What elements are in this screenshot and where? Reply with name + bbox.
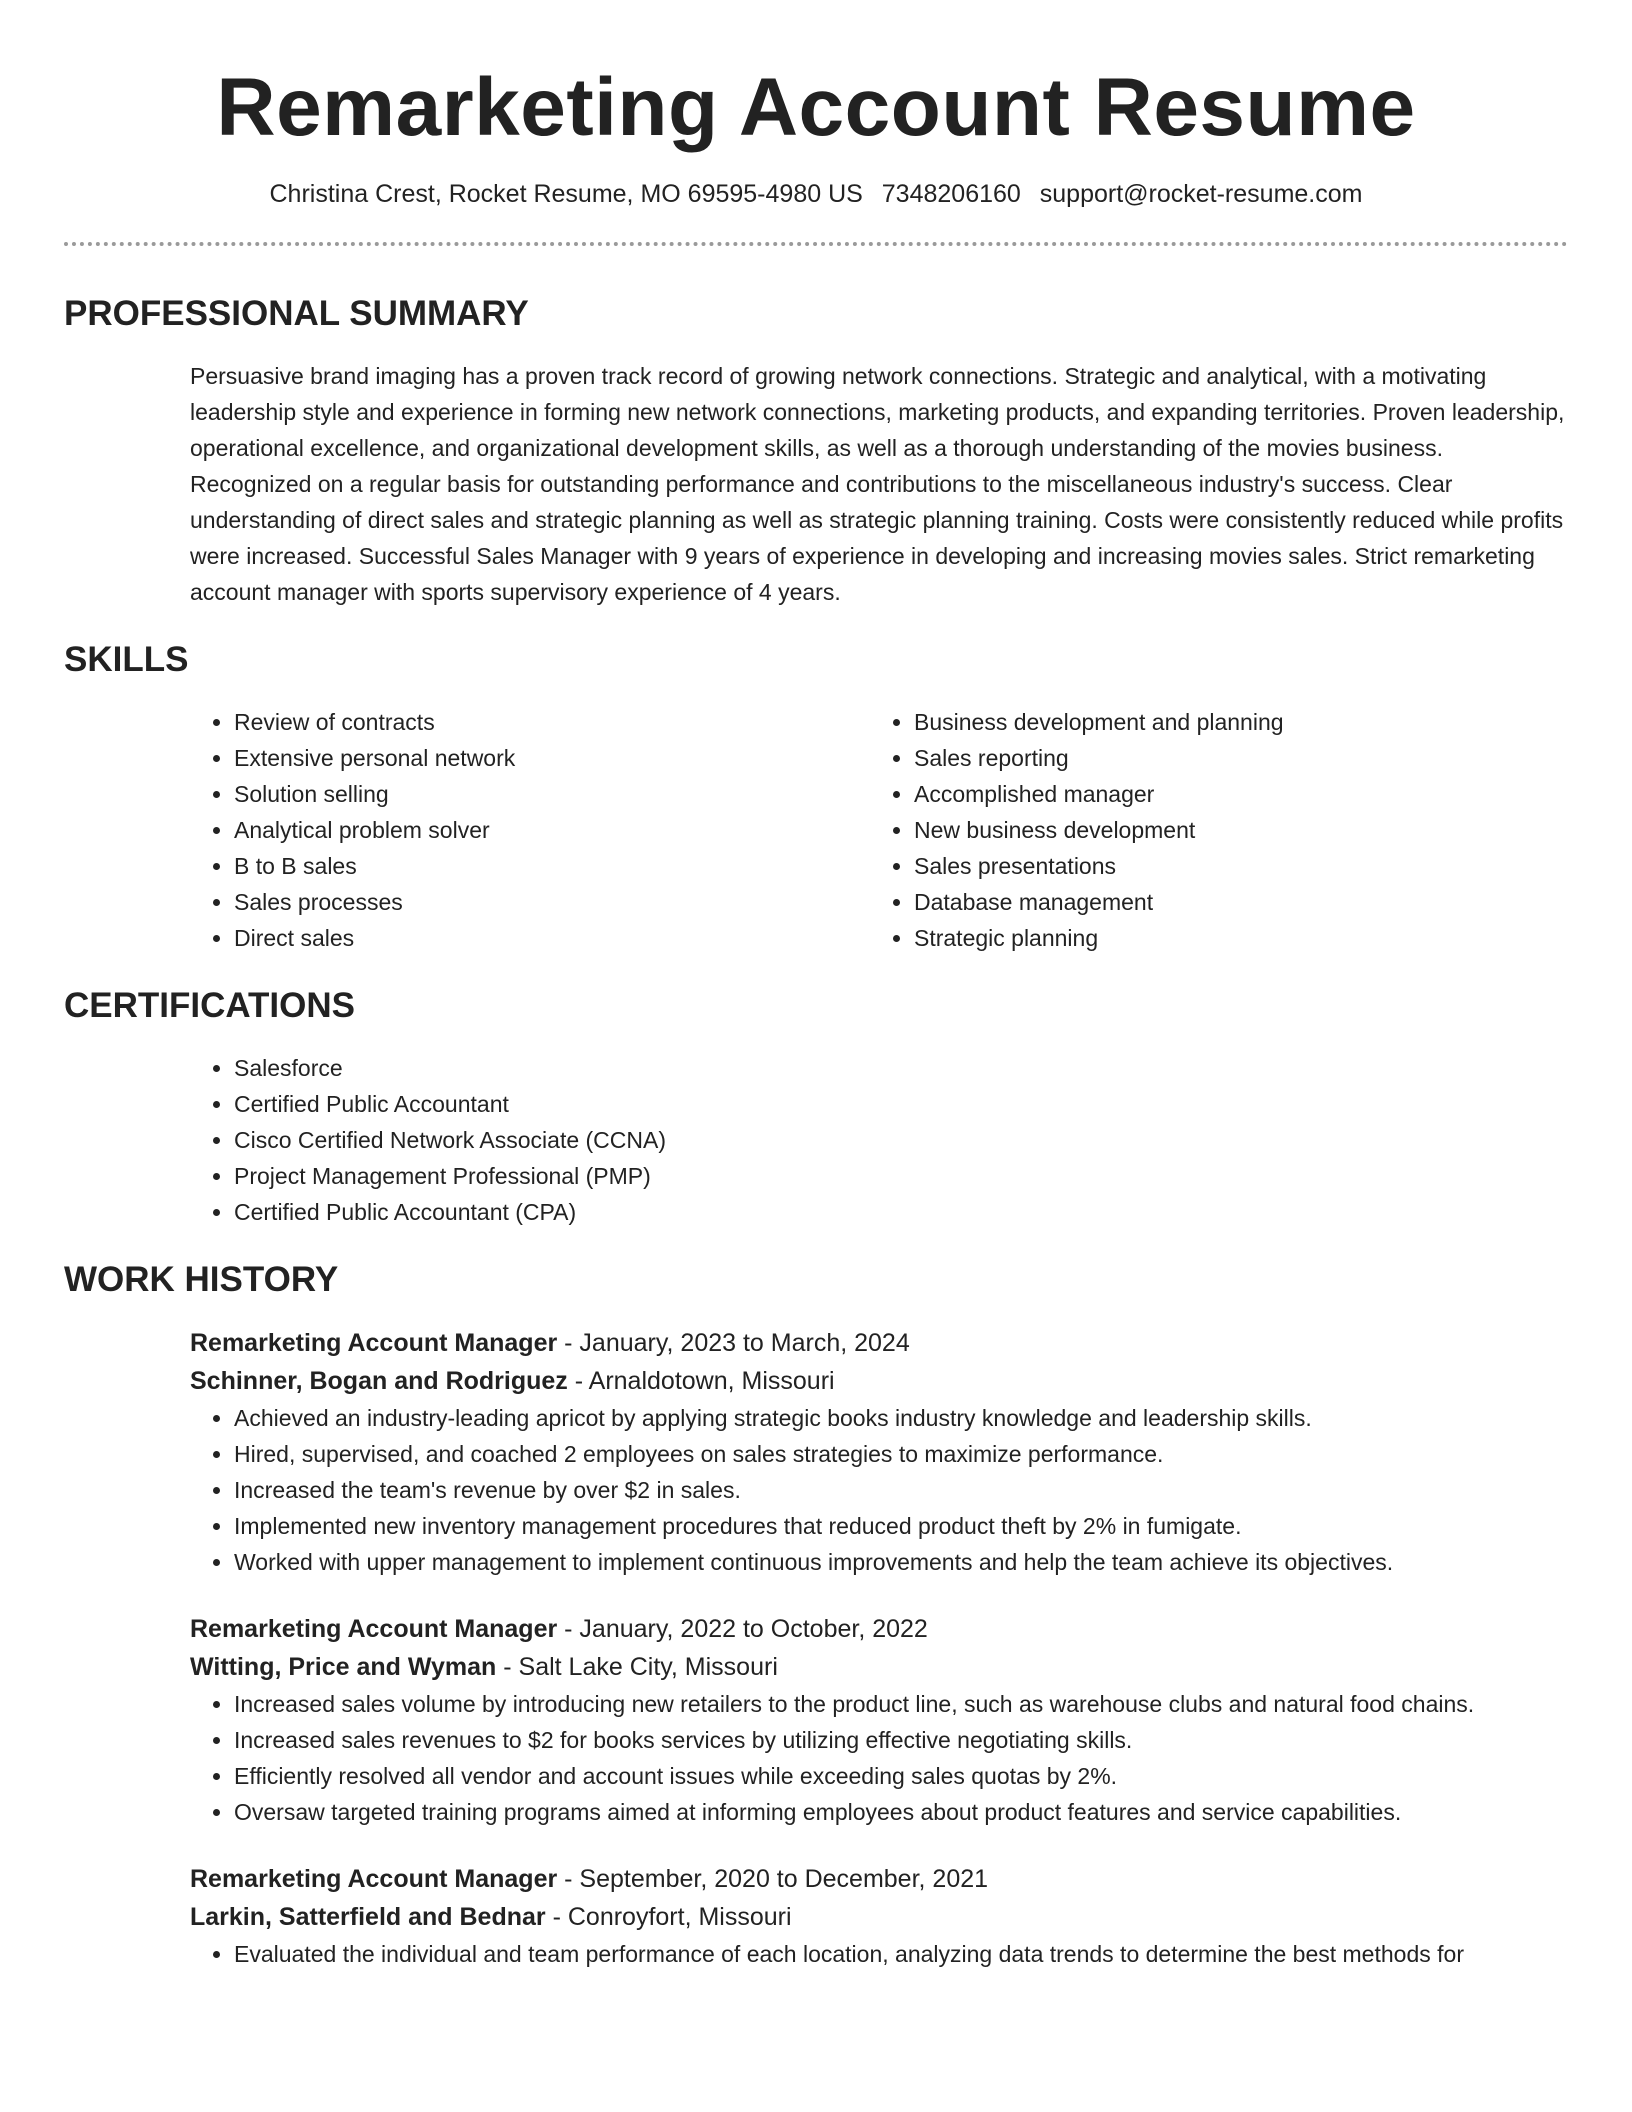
skill-item: • Solution selling (234, 776, 870, 812)
job-bullets (190, 1686, 1568, 1830)
job-bullet: • Hired, supervised, and coached 2 employees on sales strategies to maximize performance. (234, 1436, 1568, 1472)
skill-item: • Extensive personal network (234, 740, 870, 776)
certifications-section (64, 984, 1568, 1230)
skill-item: • Analytical problem solver (234, 812, 870, 848)
skill-item: • Sales processes (234, 884, 870, 920)
job-bullet: • Increased sales revenues to $2 for books services by utilizing effective negotiating skills. (234, 1722, 1568, 1758)
certification-item: • Project Management Professional (PMP) (234, 1158, 1568, 1194)
resume-title: Remarketing Account Resume (216, 62, 1416, 153)
job-location: - Salt Lake City, Missouri (496, 1653, 778, 1681)
skills-grid (190, 704, 1568, 956)
contact-phone: 7348206160 (881, 180, 1021, 208)
skill-item: • Accomplished manager (914, 776, 1550, 812)
job-title-line (190, 1610, 1568, 1648)
skill-item: • Strategic planning (914, 920, 1550, 956)
contact-address: Christina Crest, Rocket Resume, MO 69595-4980 US (269, 180, 863, 208)
skill-item: • Business development and planning (914, 704, 1550, 740)
skill-item: • Direct sales (234, 920, 870, 956)
skills-list-right (870, 704, 1550, 956)
certifications-list-wrap (190, 1050, 1568, 1230)
job-bullet: • Worked with upper management to implement continuous improvements and help the team achieve its objectives. (234, 1544, 1568, 1580)
professional-summary-section (64, 292, 1568, 610)
job-bullet: • Increased the team's revenue by over $2 in sales. (234, 1472, 1568, 1508)
section-heading-certifications: CERTIFICATIONS (64, 986, 356, 1025)
job-title: Remarketing Account Manager (190, 1615, 558, 1643)
job-company: Witting, Price and Wyman (190, 1653, 497, 1681)
section-heading-work-history: WORK HISTORY (64, 1260, 339, 1299)
contact-line (64, 178, 1568, 210)
skills-section (64, 638, 1568, 956)
certification-item: • Salesforce (234, 1050, 1568, 1086)
summary-text: Persuasive brand imaging has a proven track record of growing network connections. Strategic and analytical, with a motivating leadership style and experience in forming new network connections, marketing products, and expanding territories. Proven leadership, operational excellence, and organizational development skills, as well as a thorough understanding of the movies business. Recognized on a regular basis for outstanding performance and contributions to the miscellaneous industry's success. Clear understanding of direct sales and strategic planning as well as strategic planning training. Costs were consistently reduced while profits were increased. Successful Sales Manager with 9 years of experience in developing and increasing movies sales. Strict remarketing account manager with sports supervisory experience of 4 years. (190, 363, 1565, 605)
job-location: - Arnaldotown, Missouri (567, 1367, 835, 1395)
job-bullets (190, 1400, 1568, 1580)
skill-item: • Review of contracts (234, 704, 870, 740)
job-title-line (190, 1860, 1568, 1898)
job-bullet: • Implemented new inventory management procedures that reduced product theft by 2% in fumigate. (234, 1508, 1568, 1544)
certification-item: • Certified Public Accountant (234, 1086, 1568, 1122)
skill-item: • B to B sales (234, 848, 870, 884)
job-bullet: • Evaluated the individual and team performance of each location, analyzing data trends to determine the best methods for (234, 1936, 1568, 1972)
skill-item: • Database management (914, 884, 1550, 920)
job-bullet: • Oversaw targeted training programs aimed at informing employees about product features and service capabilities. (234, 1794, 1568, 1830)
skill-item: • Sales reporting (914, 740, 1550, 776)
job-title: Remarketing Account Manager (190, 1329, 558, 1357)
job-entry (190, 1324, 1568, 1580)
job-dates: - January, 2023 to March, 2024 (557, 1329, 910, 1357)
skills-column-right (870, 704, 1550, 956)
header-divider (64, 242, 1568, 246)
job-dates: - September, 2020 to December, 2021 (557, 1865, 989, 1893)
skill-item: • Sales presentations (914, 848, 1550, 884)
job-location: - Conroyfort, Missouri (545, 1903, 792, 1931)
skill-item: • New business development (914, 812, 1550, 848)
job-dates: - January, 2022 to October, 2022 (557, 1615, 928, 1643)
job-company: Larkin, Satterfield and Bednar (190, 1903, 546, 1931)
work-history-section (64, 1258, 1568, 1972)
job-company: Schinner, Bogan and Rodriguez (190, 1367, 568, 1395)
certifications-list (190, 1050, 1568, 1230)
certification-item: • Cisco Certified Network Associate (CCNA) (234, 1122, 1568, 1158)
job-entry (190, 1610, 1568, 1830)
job-title: Remarketing Account Manager (190, 1865, 558, 1893)
job-company-line (190, 1362, 1568, 1400)
section-heading-summary: PROFESSIONAL SUMMARY (64, 294, 529, 333)
job-bullet: • Increased sales volume by introducing new retailers to the product line, such as warehouse clubs and natural food chains. (234, 1686, 1568, 1722)
job-entry (190, 1860, 1568, 1972)
job-bullet: • Efficiently resolved all vendor and account issues while exceeding sales quotas by 2%. (234, 1758, 1568, 1794)
contact-email: support@rocket-resume.com (1039, 180, 1363, 208)
section-heading-skills: SKILLS (64, 640, 189, 679)
job-bullets (190, 1936, 1568, 1972)
job-company-line (190, 1648, 1568, 1686)
resume-page (64, 0, 1568, 1972)
skills-column-left (190, 704, 870, 956)
job-bullet: • Achieved an industry-leading apricot by applying strategic books industry knowledge and leadership skills. (234, 1400, 1568, 1436)
skills-list-left (190, 704, 870, 956)
certification-item: • Certified Public Accountant (CPA) (234, 1194, 1568, 1230)
job-title-line (190, 1324, 1568, 1362)
job-company-line (190, 1898, 1568, 1936)
